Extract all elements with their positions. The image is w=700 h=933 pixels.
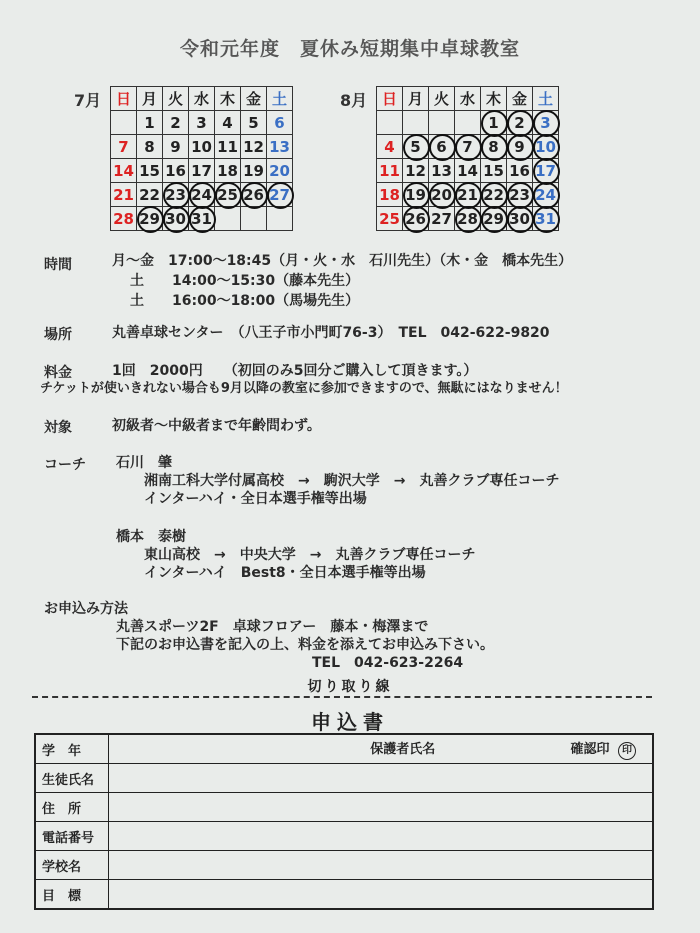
day-number: 19: [243, 161, 264, 180]
weekday-header: 月: [137, 87, 163, 111]
calendar-day: [189, 111, 215, 135]
day-number: 29: [139, 209, 160, 228]
calendar-day: [111, 159, 137, 183]
form-label: 生徒氏名: [35, 764, 109, 793]
calendar-day: [267, 183, 293, 207]
calendar-day: [403, 159, 429, 183]
calendar-week: [377, 111, 559, 135]
calendar-day: [403, 183, 429, 207]
weekday-header: 金: [241, 87, 267, 111]
fee-text: 1回 2000円 （初回のみ5回分ご購入して頂きます。）: [112, 363, 478, 379]
day-number: 6: [436, 137, 447, 156]
day-number: 10: [535, 137, 556, 156]
day-number: 15: [483, 161, 504, 180]
day-number: 13: [431, 161, 452, 180]
day-number: 30: [165, 209, 186, 228]
form-label: 学校名: [35, 851, 109, 880]
day-number: 26: [405, 209, 426, 228]
calendar-day: [137, 159, 163, 183]
calendar-day: [267, 159, 293, 183]
weekday-header: 土: [533, 87, 559, 111]
coach-record: インターハイ・全日本選手権等出場: [144, 491, 367, 507]
day-number: 6: [274, 113, 285, 132]
day-number: 9: [170, 137, 181, 156]
calendar-day: [507, 159, 533, 183]
day-number: 28: [457, 209, 478, 228]
apply-label: お申込み方法: [44, 601, 128, 617]
weekday-header: 月: [403, 87, 429, 111]
calendar-empty-cell: [111, 111, 137, 135]
calendar-week: [377, 207, 559, 231]
target-label: 対象: [44, 420, 72, 436]
calendar-july: [74, 86, 293, 231]
calendar-day: [481, 135, 507, 159]
day-number: 16: [165, 161, 186, 180]
calendar-day: [215, 135, 241, 159]
calendar-day: [507, 183, 533, 207]
weekday-header: 金: [507, 87, 533, 111]
calendar-week: [111, 135, 293, 159]
day-number: 17: [191, 161, 212, 180]
day-number: 12: [405, 161, 426, 180]
calendar-day: [533, 159, 559, 183]
form-label-grade: 学 年: [35, 734, 109, 764]
day-number: 13: [269, 137, 290, 156]
calendar-day: [241, 135, 267, 159]
guardian-label: 保護者氏名: [370, 742, 436, 757]
form-label: 目 標: [35, 880, 109, 910]
calendar-day: [377, 135, 403, 159]
day-number: 27: [431, 209, 452, 228]
weekday-header: 木: [481, 87, 507, 111]
calendar-day: [163, 135, 189, 159]
calendar-day: [111, 207, 137, 231]
calendar-day: [429, 207, 455, 231]
calendar-month-label: 8月: [340, 91, 368, 110]
schedule-line: 土 16:00～18:00（馬場先生）: [130, 293, 360, 309]
calendar-day: [241, 111, 267, 135]
calendar-empty-cell: [455, 111, 481, 135]
calendar-day: [455, 159, 481, 183]
day-number: 31: [191, 209, 212, 228]
day-number: 22: [139, 185, 160, 204]
apply-line: 下記のお申込書を記入の上、料金を添えてお申込み下さい。: [116, 637, 494, 653]
day-number: 11: [217, 137, 238, 156]
day-number: 11: [379, 161, 400, 180]
calendar-day: [429, 183, 455, 207]
calendar-day: [215, 183, 241, 207]
form-row-grade: [35, 734, 653, 764]
day-number: 5: [248, 113, 259, 132]
application-form: [34, 733, 654, 910]
day-number: 17: [535, 161, 556, 180]
coach-career: 東山高校 → 中央大学 → 丸善クラブ専任コーチ: [144, 547, 476, 563]
coach-name: 橋本 泰樹: [116, 529, 186, 545]
calendar-day: [241, 183, 267, 207]
weekday-header: 日: [377, 87, 403, 111]
calendar-day: [481, 207, 507, 231]
calendar-day: [377, 159, 403, 183]
place-text: 丸善卓球センター （八王子市小門町76-3） TEL 042-622-9820: [112, 325, 550, 341]
calendar-empty-cell: [403, 111, 429, 135]
form-field-school[interactable]: [109, 851, 654, 880]
coach-label: コーチ: [44, 457, 86, 473]
calendar-day: [189, 207, 215, 231]
page-title: 令和元年度 夏休み短期集中卓球教室: [179, 38, 520, 60]
day-number: 23: [509, 185, 530, 204]
day-number: 20: [431, 185, 452, 204]
day-number: 28: [113, 209, 134, 228]
calendar-grid: [110, 86, 293, 231]
form-field-phone[interactable]: [109, 822, 654, 851]
form-label: 電話番号: [35, 822, 109, 851]
day-number: 1: [144, 113, 155, 132]
calendar-week: [111, 111, 293, 135]
calendar-day: [189, 135, 215, 159]
calendar-empty-cell: [267, 207, 293, 231]
day-number: 4: [384, 137, 395, 156]
form-field-student-name[interactable]: [109, 764, 654, 793]
target-text: 初級者～中級者まで年齢問わず。: [112, 418, 321, 434]
confirm-label: 確認印: [570, 742, 610, 757]
calendar-day: [455, 183, 481, 207]
calendar-empty-cell: [377, 111, 403, 135]
calendar-day: [507, 207, 533, 231]
calendar-week: [377, 159, 559, 183]
day-number: 21: [457, 185, 478, 204]
apply-tel: TEL 042-623-2264: [312, 655, 464, 671]
form-row: [35, 822, 653, 851]
calendar-empty-cell: [429, 111, 455, 135]
calendar-day: [507, 111, 533, 135]
calendar-day: [377, 183, 403, 207]
calendar-day: [163, 183, 189, 207]
calendar-day: [241, 159, 267, 183]
calendar-day: [507, 135, 533, 159]
day-number: 2: [514, 113, 525, 132]
fee-label: 料金: [44, 365, 72, 381]
form-row: [35, 793, 653, 822]
calendar-day: [267, 135, 293, 159]
day-number: 1: [488, 113, 499, 132]
calendar-day: [377, 207, 403, 231]
form-label: 住 所: [35, 793, 109, 822]
day-number: 23: [165, 185, 186, 204]
calendar-day: [267, 111, 293, 135]
coach-career: 湘南工科大学付属高校 → 駒沢大学 → 丸善クラブ専任コーチ: [144, 473, 560, 489]
calendar-day: [455, 207, 481, 231]
cut-line-label: 切り取り線: [307, 679, 393, 695]
day-number: 29: [483, 209, 504, 228]
calendar-week: [111, 159, 293, 183]
day-number: 4: [222, 113, 233, 132]
day-number: 14: [457, 161, 478, 180]
calendar-day: [163, 159, 189, 183]
day-number: 16: [509, 161, 530, 180]
form-field-grade[interactable]: [109, 734, 654, 764]
calendar-day: [215, 159, 241, 183]
day-number: 30: [509, 209, 530, 228]
day-number: 2: [170, 113, 181, 132]
weekday-header: 水: [189, 87, 215, 111]
day-number: 24: [535, 185, 556, 204]
calendar-empty-cell: [215, 207, 241, 231]
weekday-header: 土: [267, 87, 293, 111]
calendar-week: [377, 135, 559, 159]
schedule-line: 土 14:00～15:30（藤本先生）: [130, 273, 360, 289]
calendar-day: [533, 135, 559, 159]
place-label: 場所: [44, 327, 72, 343]
calendar-day: [137, 207, 163, 231]
calendar-day: [533, 111, 559, 135]
calendar-day: [137, 111, 163, 135]
calendar-week: [111, 207, 293, 231]
calendar-day: [481, 183, 507, 207]
calendar-day: [403, 207, 429, 231]
day-number: 21: [113, 185, 134, 204]
calendar-day: [455, 135, 481, 159]
day-number: 8: [144, 137, 155, 156]
day-number: 27: [269, 185, 290, 204]
day-number: 22: [483, 185, 504, 204]
schedule-line: 月～金 17:00～18:45（月・火・水 石川先生）（木・金 橋本先生）: [112, 253, 573, 269]
coach-record: インターハイ Best8・全日本選手権等出場: [144, 565, 426, 581]
calendar-day: [215, 111, 241, 135]
calendar-day: [137, 183, 163, 207]
calendar-empty-cell: [241, 207, 267, 231]
calendar-day: [429, 135, 455, 159]
calendar-day: [189, 183, 215, 207]
day-number: 3: [540, 113, 551, 132]
calendar-grid: [376, 86, 559, 231]
day-number: 7: [118, 137, 129, 156]
weekday-header: 水: [455, 87, 481, 111]
schedule-label: 時間: [44, 257, 72, 273]
day-number: 9: [514, 137, 525, 156]
calendar-day: [163, 207, 189, 231]
day-number: 26: [243, 185, 264, 204]
coach-name: 石川 肇: [116, 455, 172, 471]
day-number: 25: [217, 185, 238, 204]
calendar-day: [481, 111, 507, 135]
weekday-header: 日: [111, 87, 137, 111]
day-number: 18: [217, 161, 238, 180]
day-number: 15: [139, 161, 160, 180]
day-number: 14: [113, 161, 134, 180]
day-number: 3: [196, 113, 207, 132]
day-number: 24: [191, 185, 212, 204]
calendar-day: [533, 183, 559, 207]
form-title: 申込書: [311, 710, 389, 734]
calendar-day: [137, 135, 163, 159]
calendar-month-label: 7月: [74, 91, 102, 110]
weekday-header: 木: [215, 87, 241, 111]
day-number: 8: [488, 137, 499, 156]
form-row: [35, 851, 653, 880]
calendar-day: [111, 135, 137, 159]
calendar-day: [481, 159, 507, 183]
fee-note: チケットが使いきれない場合も9月以降の教室に参加できますので、無駄にはなりません！: [40, 381, 568, 396]
calendar-day: [533, 207, 559, 231]
form-row: [35, 764, 653, 793]
form-row: [35, 880, 653, 910]
calendar-day: [403, 135, 429, 159]
day-number: 7: [462, 137, 473, 156]
apply-line: 丸善スポーツ2F 卓球フロアー 藤本・梅澤まで: [116, 619, 429, 635]
day-number: 18: [379, 185, 400, 204]
calendar-day: [189, 159, 215, 183]
calendar-day: [429, 159, 455, 183]
form-field-address[interactable]: [109, 793, 654, 822]
calendar-day: [163, 111, 189, 135]
calendar-august: [340, 86, 559, 231]
day-number: 25: [379, 209, 400, 228]
day-number: 5: [410, 137, 421, 156]
day-number: 10: [191, 137, 212, 156]
day-number: 31: [535, 209, 556, 228]
stamp-icon: 印: [618, 742, 636, 760]
day-number: 19: [405, 185, 426, 204]
day-number: 20: [269, 161, 290, 180]
weekday-header: 火: [163, 87, 189, 111]
calendar-week: [111, 183, 293, 207]
day-number: 12: [243, 137, 264, 156]
cut-line: [32, 696, 652, 698]
weekday-header: 火: [429, 87, 455, 111]
calendar-week: [377, 183, 559, 207]
form-field-goal[interactable]: [109, 880, 654, 910]
calendar-day: [111, 183, 137, 207]
